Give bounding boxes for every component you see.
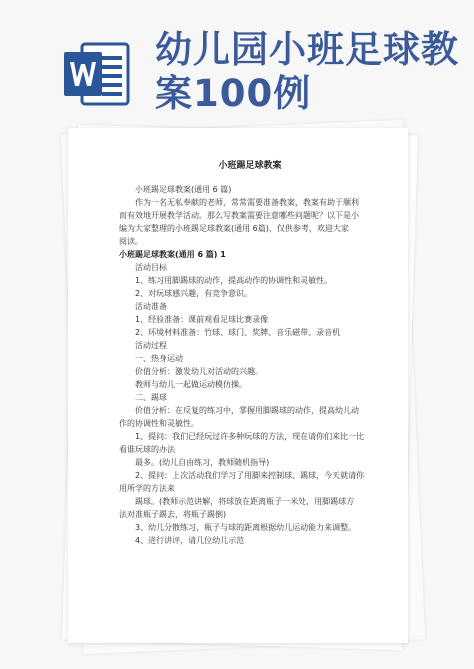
document-line: 阅读。 xyxy=(119,237,143,246)
document-line: 2、提问：上次活动我们学习了用脚来控制球、踢球，今天就请你 xyxy=(135,471,365,480)
document-line: 教师与幼儿一起做运动模仿操。 xyxy=(135,380,247,389)
document-line: 价值分析：在反复的练习中，掌握用脚踢球的动作，提高幼儿动 xyxy=(135,406,359,415)
document-line: 二、踢球 xyxy=(135,393,167,402)
document-line: 踢球。(教师示范讲解，将球放在距离瓶子一米处，用脚踢球方 xyxy=(135,497,355,506)
document-line: 1、经验准备：课前观看足球比赛录像 xyxy=(135,315,269,324)
document-line: 活动准备 xyxy=(135,302,167,311)
document-line: 1、提问：我们已经玩过许多种玩球的方法，现在请你们来比一比 xyxy=(135,432,365,441)
document-line: 编为大家整理的小班踢足球教案(通用 6篇)，仅供参考，欢迎大家 xyxy=(119,224,349,233)
document-line: 1、练习用脚踢球的动作，提高动作的协调性和灵敏性。 xyxy=(135,276,333,285)
document-title: 小班踢足球教案 xyxy=(218,161,282,171)
document-line: 2、对玩球感兴趣，有竞争意识。 xyxy=(135,289,253,298)
document-line: 活动目标 xyxy=(135,263,167,272)
document-line: 最多。(幼儿自由练习，教师随机指导) xyxy=(135,458,270,467)
document-line: 小班踢足球教案(通用 6 篇) 1 xyxy=(119,250,226,259)
document-line: 作为一名无私奉献的老师，常常需要准备教案，教案有助于顺利 xyxy=(135,198,359,207)
cover-title-line-2: 案100例 xyxy=(155,72,312,115)
document-line: 而有效地开展教学活动。那么写教案需要注意哪些问题呢？以下是小 xyxy=(119,211,359,220)
cover-title xyxy=(155,28,465,116)
document-line: 看谁玩球的办法 xyxy=(119,445,175,454)
cover-title-line-1: 幼儿园小班足球教 xyxy=(155,28,459,71)
document-line: 价值分析：激发幼儿对活动的兴趣。 xyxy=(135,367,263,376)
document-line: 2、环境材料准备：竹球、球门、奖牌、音乐磁带、录音机 xyxy=(135,328,341,337)
word-document-icon xyxy=(60,38,132,110)
document-line: 4、进行讲评，请几位幼儿示范 xyxy=(135,536,245,545)
document-line: 小班踢足球教案(通用 6 篇) xyxy=(135,185,232,194)
document-line: 法对准瓶子踢去，将瓶子踢倒) xyxy=(119,510,227,519)
document-line: 3、幼儿分散练习，瓶子与球的距离根据幼儿运动能力来调整。 xyxy=(135,523,357,532)
document-line: 用所学的方法来 xyxy=(119,484,175,493)
document-body xyxy=(119,160,381,547)
document-line: 作的协调性和灵敏性。 xyxy=(119,419,199,428)
document-line: 活动过程 xyxy=(135,341,167,350)
document-line: 一、热身运动 xyxy=(135,354,183,363)
document-lines xyxy=(119,183,381,547)
